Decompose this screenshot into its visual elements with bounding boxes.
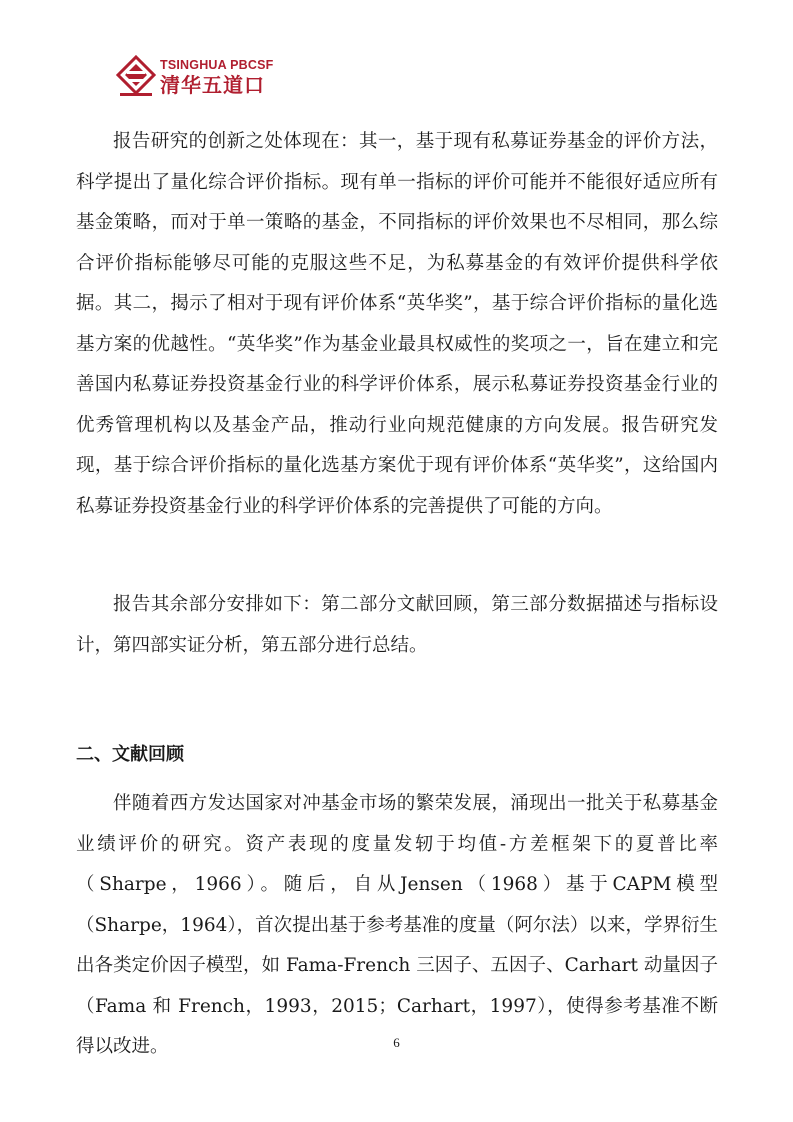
section-heading: 二、文献回顾	[76, 744, 184, 765]
logo	[116, 55, 273, 99]
logo-english-text: TSINGHUA PBCSF	[160, 58, 274, 73]
tsinghua-pbcsf-logo-icon	[116, 55, 156, 99]
logo-chinese-text: 清华五道口	[160, 72, 265, 97]
paragraph-structure: 报告其余部分安排如下：第二部分文献回顾，第三部分数据描述与指标设计，第四部实证分析，第五部分进行总结。	[76, 594, 718, 656]
paragraph-literature-review: 伴随着西方发达国家对冲基金市场的繁荣发展，涌现出一批关于私募基金业绩评价的研究。资产表现的度量发轫于均值-方差框架下的夏普比率（Sharpe，1966）。随后，自从Jensen（1968）基于CAPM模型（Sharpe，1964），首次提出基于参考基准的度量（阿尔法）以来，学界衍生出各类定价因子模型，如 Fama-French 三因子、五因子、Carhart 动量因子（Fama 和 French，1993，2015；Carhart，1997），使得参考基准不断得以改进。	[76, 793, 718, 1057]
paragraph-innovation: 报告研究的创新之处体现在：其一，基于现有私募证券基金的评价方法，科学提出了量化综合评价指标。现有单一指标的评价可能并不能很好适应所有基金策略，而对于单一策略的基金，不同指标的评价效果也不尽相同，那么综合评价指标能够尽可能的克服这些不足，为私募基金的有效评价提供科学依据。其二，揭示了相对于现有评价体系“英华奖”，基于综合评价指标的量化选基方案的优越性。“英华奖”作为基金业最具权威性的奖项之一，旨在建立和完善国内私募证券投资基金行业的科学评价体系，展示私募证券投资基金行业的优秀管理机构以及基金产品，推动行业向规范健康的方向发展。报告研究发现，基于综合评价指标的量化选基方案优于现有评价体系“英华奖”，这给国内私募证券投资基金行业的科学评价体系的完善提供了可能的方向。	[76, 131, 718, 517]
page-number: 6	[393, 1035, 400, 1050]
